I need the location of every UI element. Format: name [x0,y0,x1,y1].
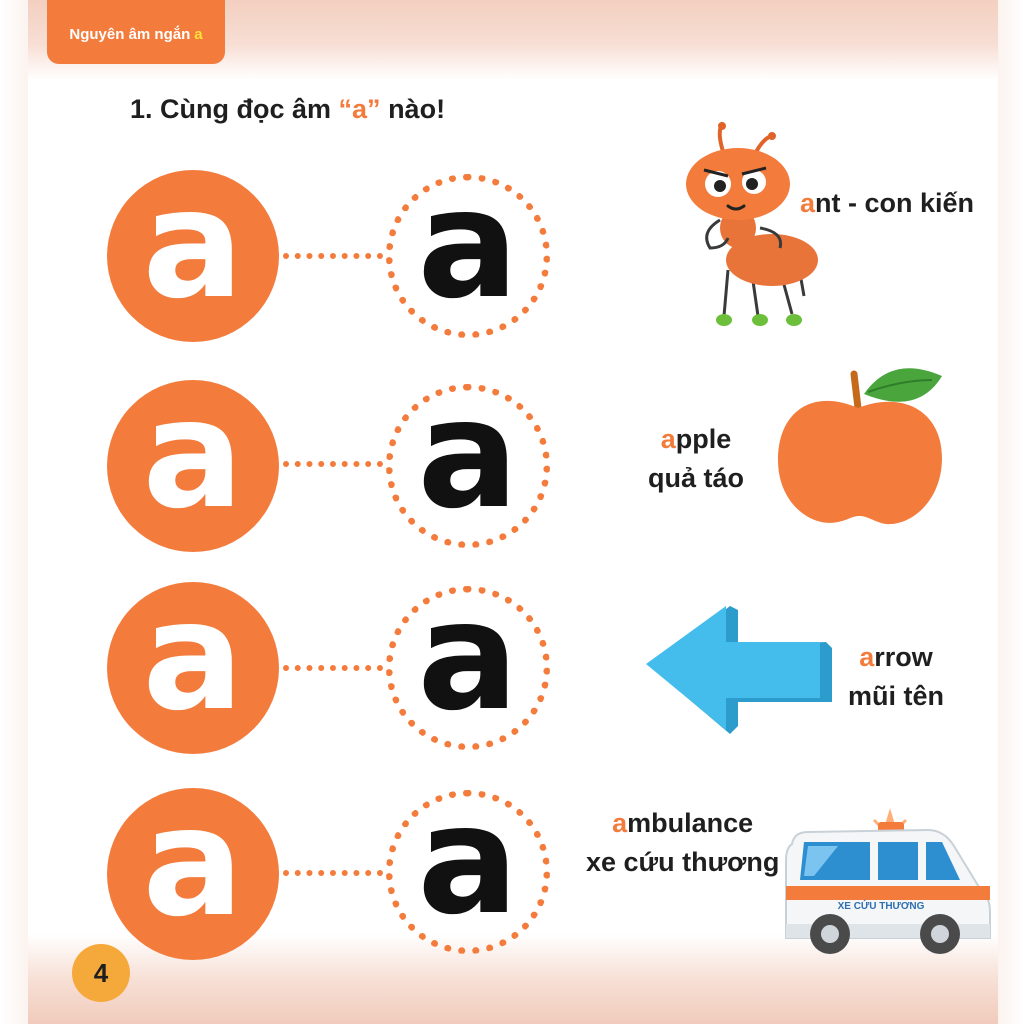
exercise-title [130,94,445,125]
word-lead-letter: a [612,808,628,838]
trace-letter: a [417,158,519,332]
trace-letter-circle [386,774,550,954]
page-number-badge [72,944,130,1002]
trace-letter-circle [386,570,550,750]
dotted-connector [283,870,383,876]
solid-letter-circle [107,570,279,754]
ambulance-side-text: XE CỨU THƯƠNG [837,901,925,912]
word-translation: xe cứu thương [586,847,780,878]
arrow-illustration [642,602,838,740]
title-quote: “a” [338,94,381,124]
trace-letter: a [417,774,519,948]
word-lead-letter: a [859,642,875,672]
word-lead-letter: a [800,188,816,218]
dotted-connector [283,665,383,671]
dotted-connector [283,461,383,467]
solid-letter: a [142,570,244,744]
solid-letter: a [142,776,244,950]
word-rest: pple [675,424,732,454]
word-lead-letter: a [660,424,676,454]
section-letter: a [194,25,203,43]
trace-letter: a [417,570,519,744]
apple-illustration [772,360,948,530]
word-rest: mbulance [627,808,754,838]
trace-letter: a [417,368,519,542]
solid-letter: a [142,158,244,332]
word-ant [800,184,974,223]
word-arrow [848,638,944,716]
word-rest: rrow [874,642,933,672]
word-apple [648,420,744,498]
page-number: 4 [93,957,109,988]
title-prefix: 1. Cùng đọc âm [130,94,339,124]
dotted-connector [283,253,383,259]
trace-letter-circle [386,368,550,548]
word-ambulance [586,804,779,882]
section-tab [47,0,225,64]
ambulance-illustration [778,800,996,960]
title-suffix: nào! [380,94,446,124]
word-rest: nt - con kiến [815,188,975,218]
section-label: Nguyên âm ngắn [69,25,191,43]
ant-illustration [680,120,830,332]
trace-letter-circle [386,158,550,338]
ambulance-drawing [778,800,996,960]
word-translation: mũi tên [848,681,945,712]
solid-letter-circle [107,776,279,960]
solid-letter-circle [107,158,279,342]
solid-letter-circle [107,368,279,552]
solid-letter: a [142,368,244,542]
word-translation: quả táo [648,463,745,494]
